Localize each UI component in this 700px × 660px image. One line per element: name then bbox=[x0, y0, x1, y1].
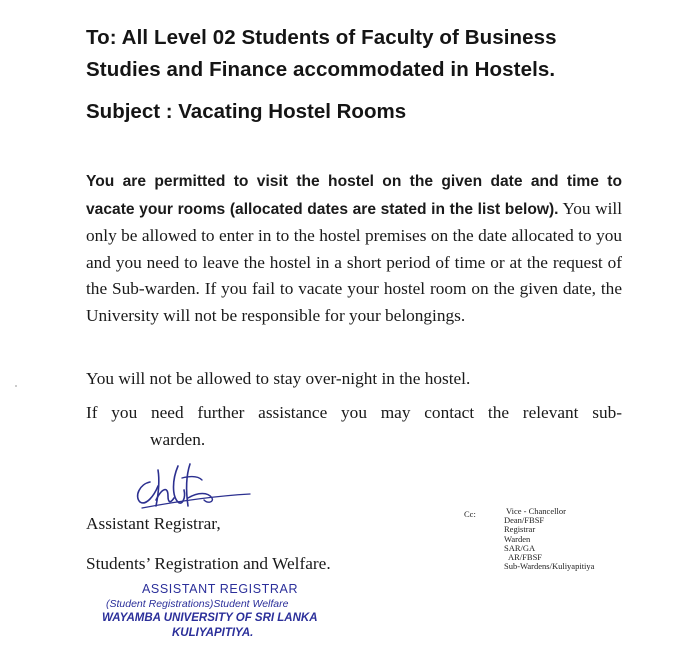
cc-recipient: AR/FBSF bbox=[508, 552, 543, 563]
stamp-line-1: ASSISTANT REGISTRAR bbox=[142, 582, 299, 596]
scan-speck bbox=[15, 385, 17, 387]
signatory-title: Assistant Registrar, bbox=[86, 514, 221, 533]
official-stamp bbox=[100, 582, 350, 652]
cc-recipient: SAR/GA bbox=[504, 542, 536, 553]
cc-label: Cc: bbox=[464, 509, 476, 519]
subject-heading: Subject : Vacating Hostel Rooms bbox=[86, 100, 407, 123]
paragraph-overnight: You will not be allowed to stay over-night in the hostel. bbox=[86, 369, 471, 388]
paragraph-assistance-line-2: warden. bbox=[150, 429, 206, 449]
cc-recipient: Dean/FBSF bbox=[504, 515, 545, 526]
addressee-line-2: Studies and Finance accommodated in Hostels. bbox=[86, 58, 556, 81]
cc-recipient: Warden bbox=[504, 533, 531, 544]
handwritten-signature-icon bbox=[128, 462, 252, 514]
addressee-heading bbox=[86, 22, 686, 86]
stamp-line-3: WAYAMBA UNIVERSITY OF SRI LANKA bbox=[102, 612, 318, 624]
stamp-line-4: KULIYAPITIYA. bbox=[172, 627, 254, 639]
paragraph-instructions-bold: You are permitted to visit the hostel on the given date and time to vacate your rooms (allocated dates are stated in the list below). bbox=[86, 173, 622, 218]
cc-recipient-list bbox=[504, 507, 594, 571]
paragraph-assistance-line-1: If you need further assistance you may contact the relevant sub- bbox=[86, 403, 622, 422]
paragraph-instructions-regular: You will only be allowed to enter in to the hostel premises on the date allocated to you and you need to leave the hostel in a short period of time or at the request of the Sub-warden. If you fail to vacate your hostel room on the given date, the University will not be responsible for your belongings. bbox=[86, 198, 622, 325]
paragraph-assistance bbox=[86, 400, 622, 453]
paragraph-instructions bbox=[86, 168, 622, 329]
cc-recipient: Sub-Wardens/Kuliyapitiya bbox=[504, 561, 595, 572]
signatory-department: Students’ Registration and Welfare. bbox=[86, 554, 331, 573]
addressee-line-1: To: All Level 02 Students of Faculty of Business bbox=[86, 26, 557, 49]
cc-recipient: Registrar bbox=[504, 524, 536, 535]
stamp-line-2: (Student Registrations)Student Welfare bbox=[106, 598, 289, 610]
cc-recipient: Vice - Chancellor bbox=[506, 506, 566, 516]
